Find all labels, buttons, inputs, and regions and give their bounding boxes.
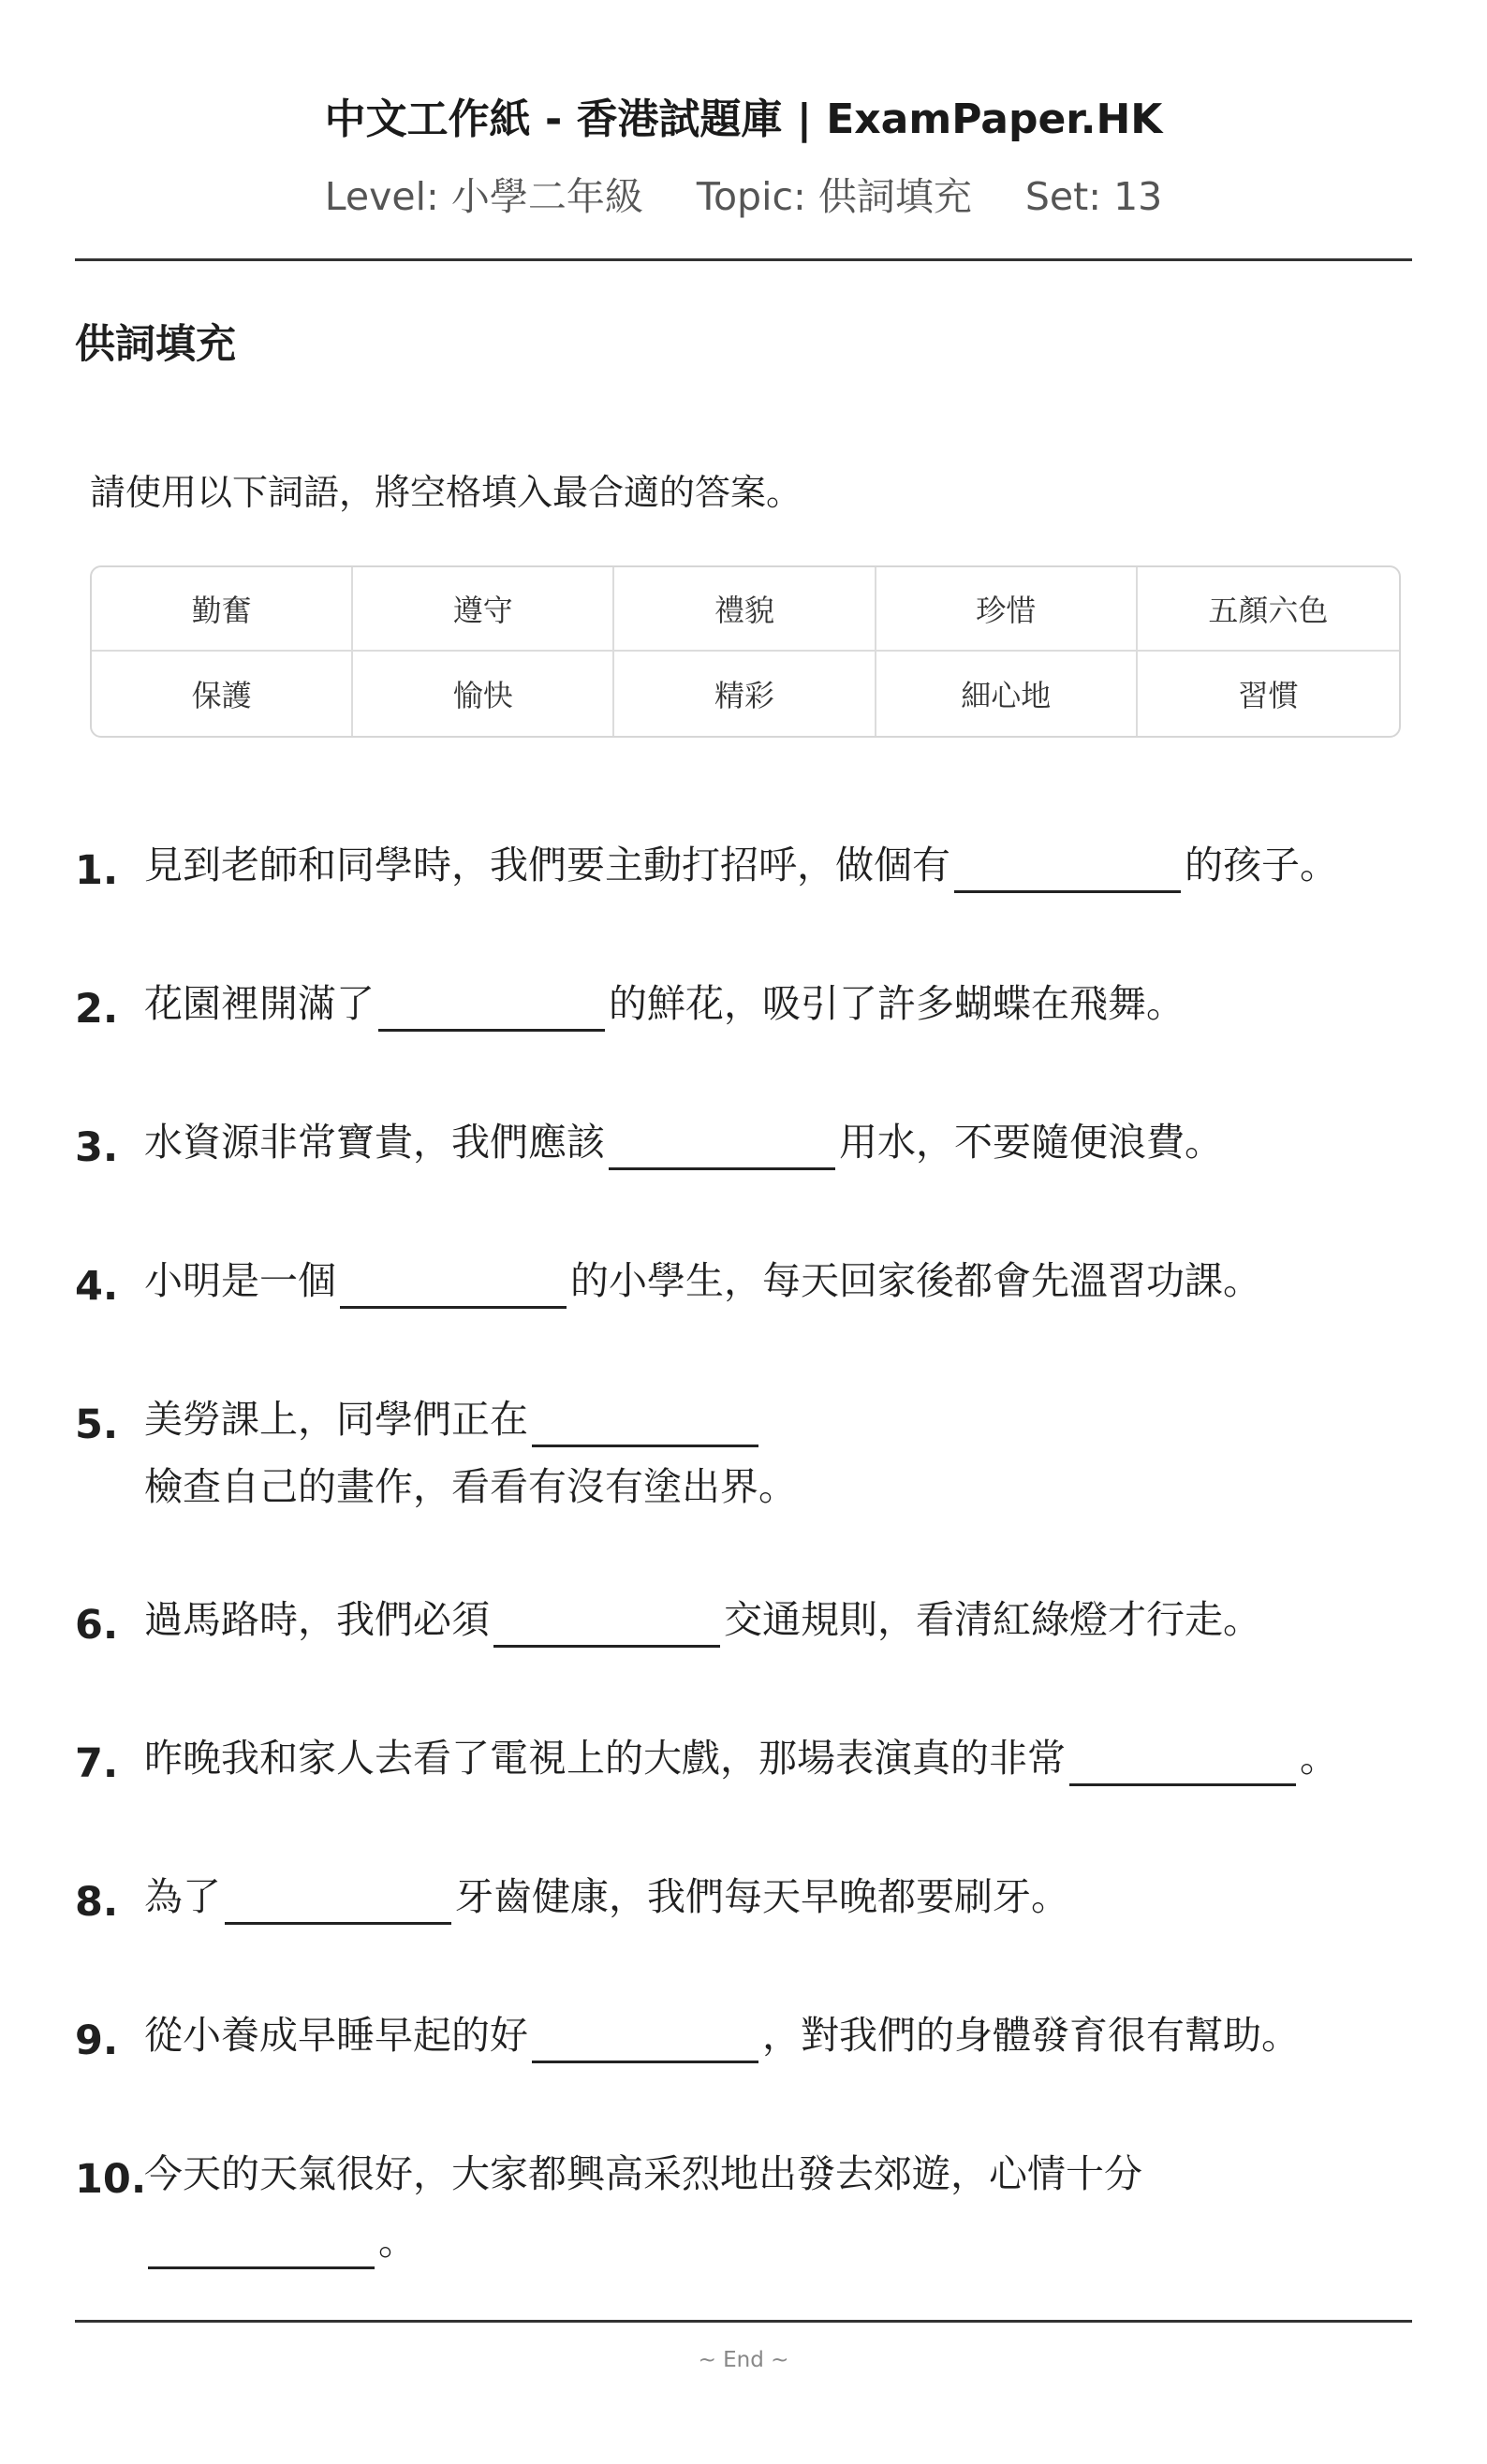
question-number: 2. <box>75 986 119 1033</box>
instruction-text: 請使用以下詞語，將空格填入最合適的答案。 <box>90 472 802 513</box>
word-bank-cell: 精彩 <box>614 652 876 736</box>
question-text-before: 花園裡開滿了 <box>144 981 375 1026</box>
question-text-before: 過馬路時，我們必須 <box>144 1597 490 1642</box>
question-number: 9. <box>75 2017 119 2064</box>
word-bank-cell: 勤奮 <box>92 567 353 652</box>
topic-label: Topic: 供詞填充 <box>696 174 972 219</box>
header-divider <box>75 258 1412 261</box>
question-text-after: 。 <box>1300 1736 1338 1781</box>
question-item <box>75 1586 1414 1659</box>
word-bank-cell: 習慣 <box>1238 678 1299 713</box>
question-text-before: 昨晚我和家人去看了電視上的大戲，那場表演真的非常 <box>144 1736 1066 1781</box>
question-text-before: 見到老師和同學時，我們要主動打招呼，做個有 <box>144 843 950 887</box>
question-text-before: 美勞課上，同學們正在 <box>144 1397 528 1442</box>
word-bank-cell: 保護 <box>92 652 353 736</box>
answer-blank[interactable] <box>1069 1733 1296 1786</box>
answer-blank[interactable] <box>609 1117 835 1170</box>
question-number: 1. <box>75 847 119 894</box>
set-label: Set: 13 <box>1024 174 1163 219</box>
question-text-after: 檢查自己的畫作，看看有沒有塗出界。 <box>144 1464 797 1509</box>
question-number: 3. <box>75 1124 119 1171</box>
question-item <box>75 1724 1414 1797</box>
question-number: 4. <box>75 1263 119 1310</box>
word-bank-cell: 珍惜 <box>876 567 1138 652</box>
question-number: 6. <box>75 1602 119 1649</box>
question-text-before: 小明是一個 <box>144 1258 336 1303</box>
word-bank-cell: 細心地 <box>876 652 1138 736</box>
answer-blank[interactable] <box>378 978 605 1032</box>
question-item <box>75 1863 1414 1936</box>
question-number: 8. <box>75 1879 119 1926</box>
level-label: Level: 小學二年級 <box>324 174 643 219</box>
answer-blank[interactable] <box>493 1594 720 1648</box>
question-item <box>75 2140 1414 2275</box>
question-text-after: 牙齒健康，我們每天早晚都要刷牙。 <box>455 1874 1069 1919</box>
question-item <box>75 1108 1414 1181</box>
question-text-after: ，對我們的身體發育很有幫助。 <box>762 2013 1300 2058</box>
question-text-before: 為了 <box>144 1874 221 1919</box>
question-item <box>75 1386 1414 1520</box>
worksheet-title: 中文工作紙 - 香港試題庫 | ExamPaper.HK <box>324 95 1163 143</box>
word-bank <box>90 565 1401 738</box>
footer-divider <box>75 2320 1412 2323</box>
worksheet-meta <box>75 170 1412 223</box>
question-text-before: 水資源非常寶貴，我們應該 <box>144 1120 605 1165</box>
question-text-after: 用水，不要隨便浪費。 <box>839 1120 1223 1165</box>
answer-blank[interactable] <box>532 2010 758 2063</box>
question-text-after: 。 <box>378 2219 417 2264</box>
answer-blank[interactable] <box>340 1255 567 1309</box>
section-title: 供詞填充 <box>75 321 236 368</box>
question-item <box>75 831 1414 904</box>
question-item <box>75 1247 1414 1320</box>
answer-blank[interactable] <box>225 1871 451 1925</box>
word-bank-cell: 愉快 <box>353 652 614 736</box>
question-text-after: 的孩子。 <box>1185 843 1338 887</box>
question-item <box>75 2002 1414 2075</box>
question-list <box>75 831 1414 2340</box>
question-text-after: 交通規則，看清紅綠燈才行走。 <box>724 1597 1261 1642</box>
question-number: 7. <box>75 1740 119 1787</box>
word-bank-cell: 禮貌 <box>614 567 876 652</box>
question-text-after: 的小學生，每天回家後都會先溫習功課。 <box>570 1258 1261 1303</box>
question-text-before: 今天的天氣很好，大家都興高采烈地出發去郊遊，心情十分 <box>144 2151 1142 2196</box>
footer-end-mark: ~ End ~ <box>698 2348 789 2372</box>
question-item <box>75 970 1414 1043</box>
word-bank-cell: 遵守 <box>353 567 614 652</box>
answer-blank[interactable] <box>532 1394 758 1447</box>
question-text-before: 從小養成早睡早起的好 <box>144 2013 528 2058</box>
worksheet-header <box>75 90 1412 223</box>
question-number: 5. <box>75 1401 119 1448</box>
answer-blank[interactable] <box>148 2216 375 2269</box>
answer-blank[interactable] <box>954 840 1181 893</box>
question-text-after: 的鮮花，吸引了許多蝴蝶在飛舞。 <box>609 981 1185 1026</box>
question-number: 10. <box>75 2156 147 2203</box>
word-bank-cell: 五顏六色 <box>1138 567 1399 652</box>
